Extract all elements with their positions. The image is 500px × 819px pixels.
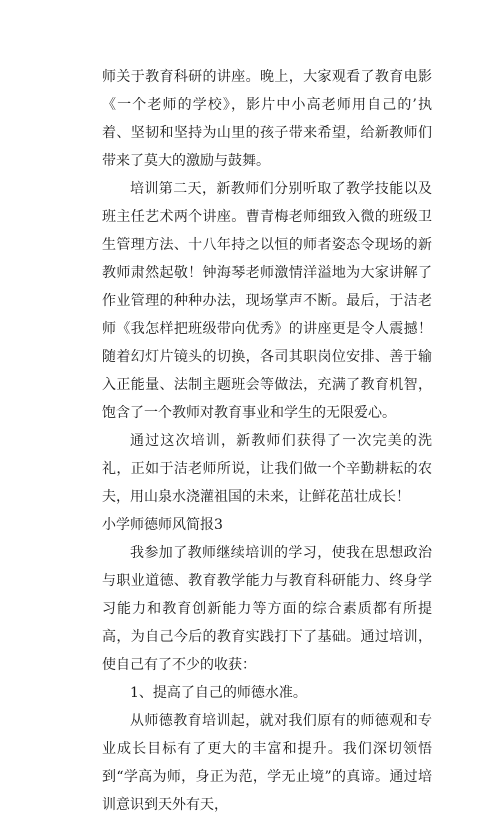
paragraph-2: 培训第二天，新教师们分别听取了教学技能以及班主任艺术两个讲座。曹青梅老师细致入微的班级卫生管理方法、十八年持之以恒的师者姿态令现场的新教师肃然起敬！钟海琴老师激情洋溢地为大家讲解了作业管理的种种办法，现场掌声不断。最后，于洁老师《我怎样把班级带向优秀》的讲座更是令人震撼！随着幻灯片镜头的切换，各司其职岗位安排、善于输入正能量、法制主题班会等做法，充满了教育机智，饱含了一个教师对教育事业和学生的无限爱心。 <box>102 181 432 421</box>
document-body <box>102 63 432 819</box>
paragraph-1: 师关于教育科研的讲座。晚上，大家观看了教育电影《一个老师的学校》，影片中小高老师用自己的’执着、坚韧和坚持为山里的孩子带来希望，给新教师们带来了莫大的激励与鼓舞。 <box>102 69 432 169</box>
paragraph-4: 我参加了教师继续培训的学习，使我在思想政治与职业道德、教育教学能力与教育科研能力、终身学习能力和教育创新能力等方面的综合素质都有所提高，为自己今后的教育实践打下了基础。通过培训，使自己有了不少的收获： <box>102 545 432 673</box>
section-heading: 小学师德师风简报3 <box>102 517 223 533</box>
list-item-1: 1、提高了自己的师德水准。 <box>130 685 307 701</box>
paragraph-3: 通过这次培训，新教师们获得了一次完美的洗礼，正如于洁老师所说，让我们做一个辛勤耕耘的农夫，用山泉水浇灌祖国的未来，让鲜花茁壮成长！ <box>102 433 432 505</box>
paragraph-5: 从师德教育培训起，就对我们原有的师德观和专业成长目标有了更大的丰富和提升。我们深切领悟到“学高为师，身正为范，学无止境”的真谛。通过培训意识到天外有天， <box>102 713 432 813</box>
